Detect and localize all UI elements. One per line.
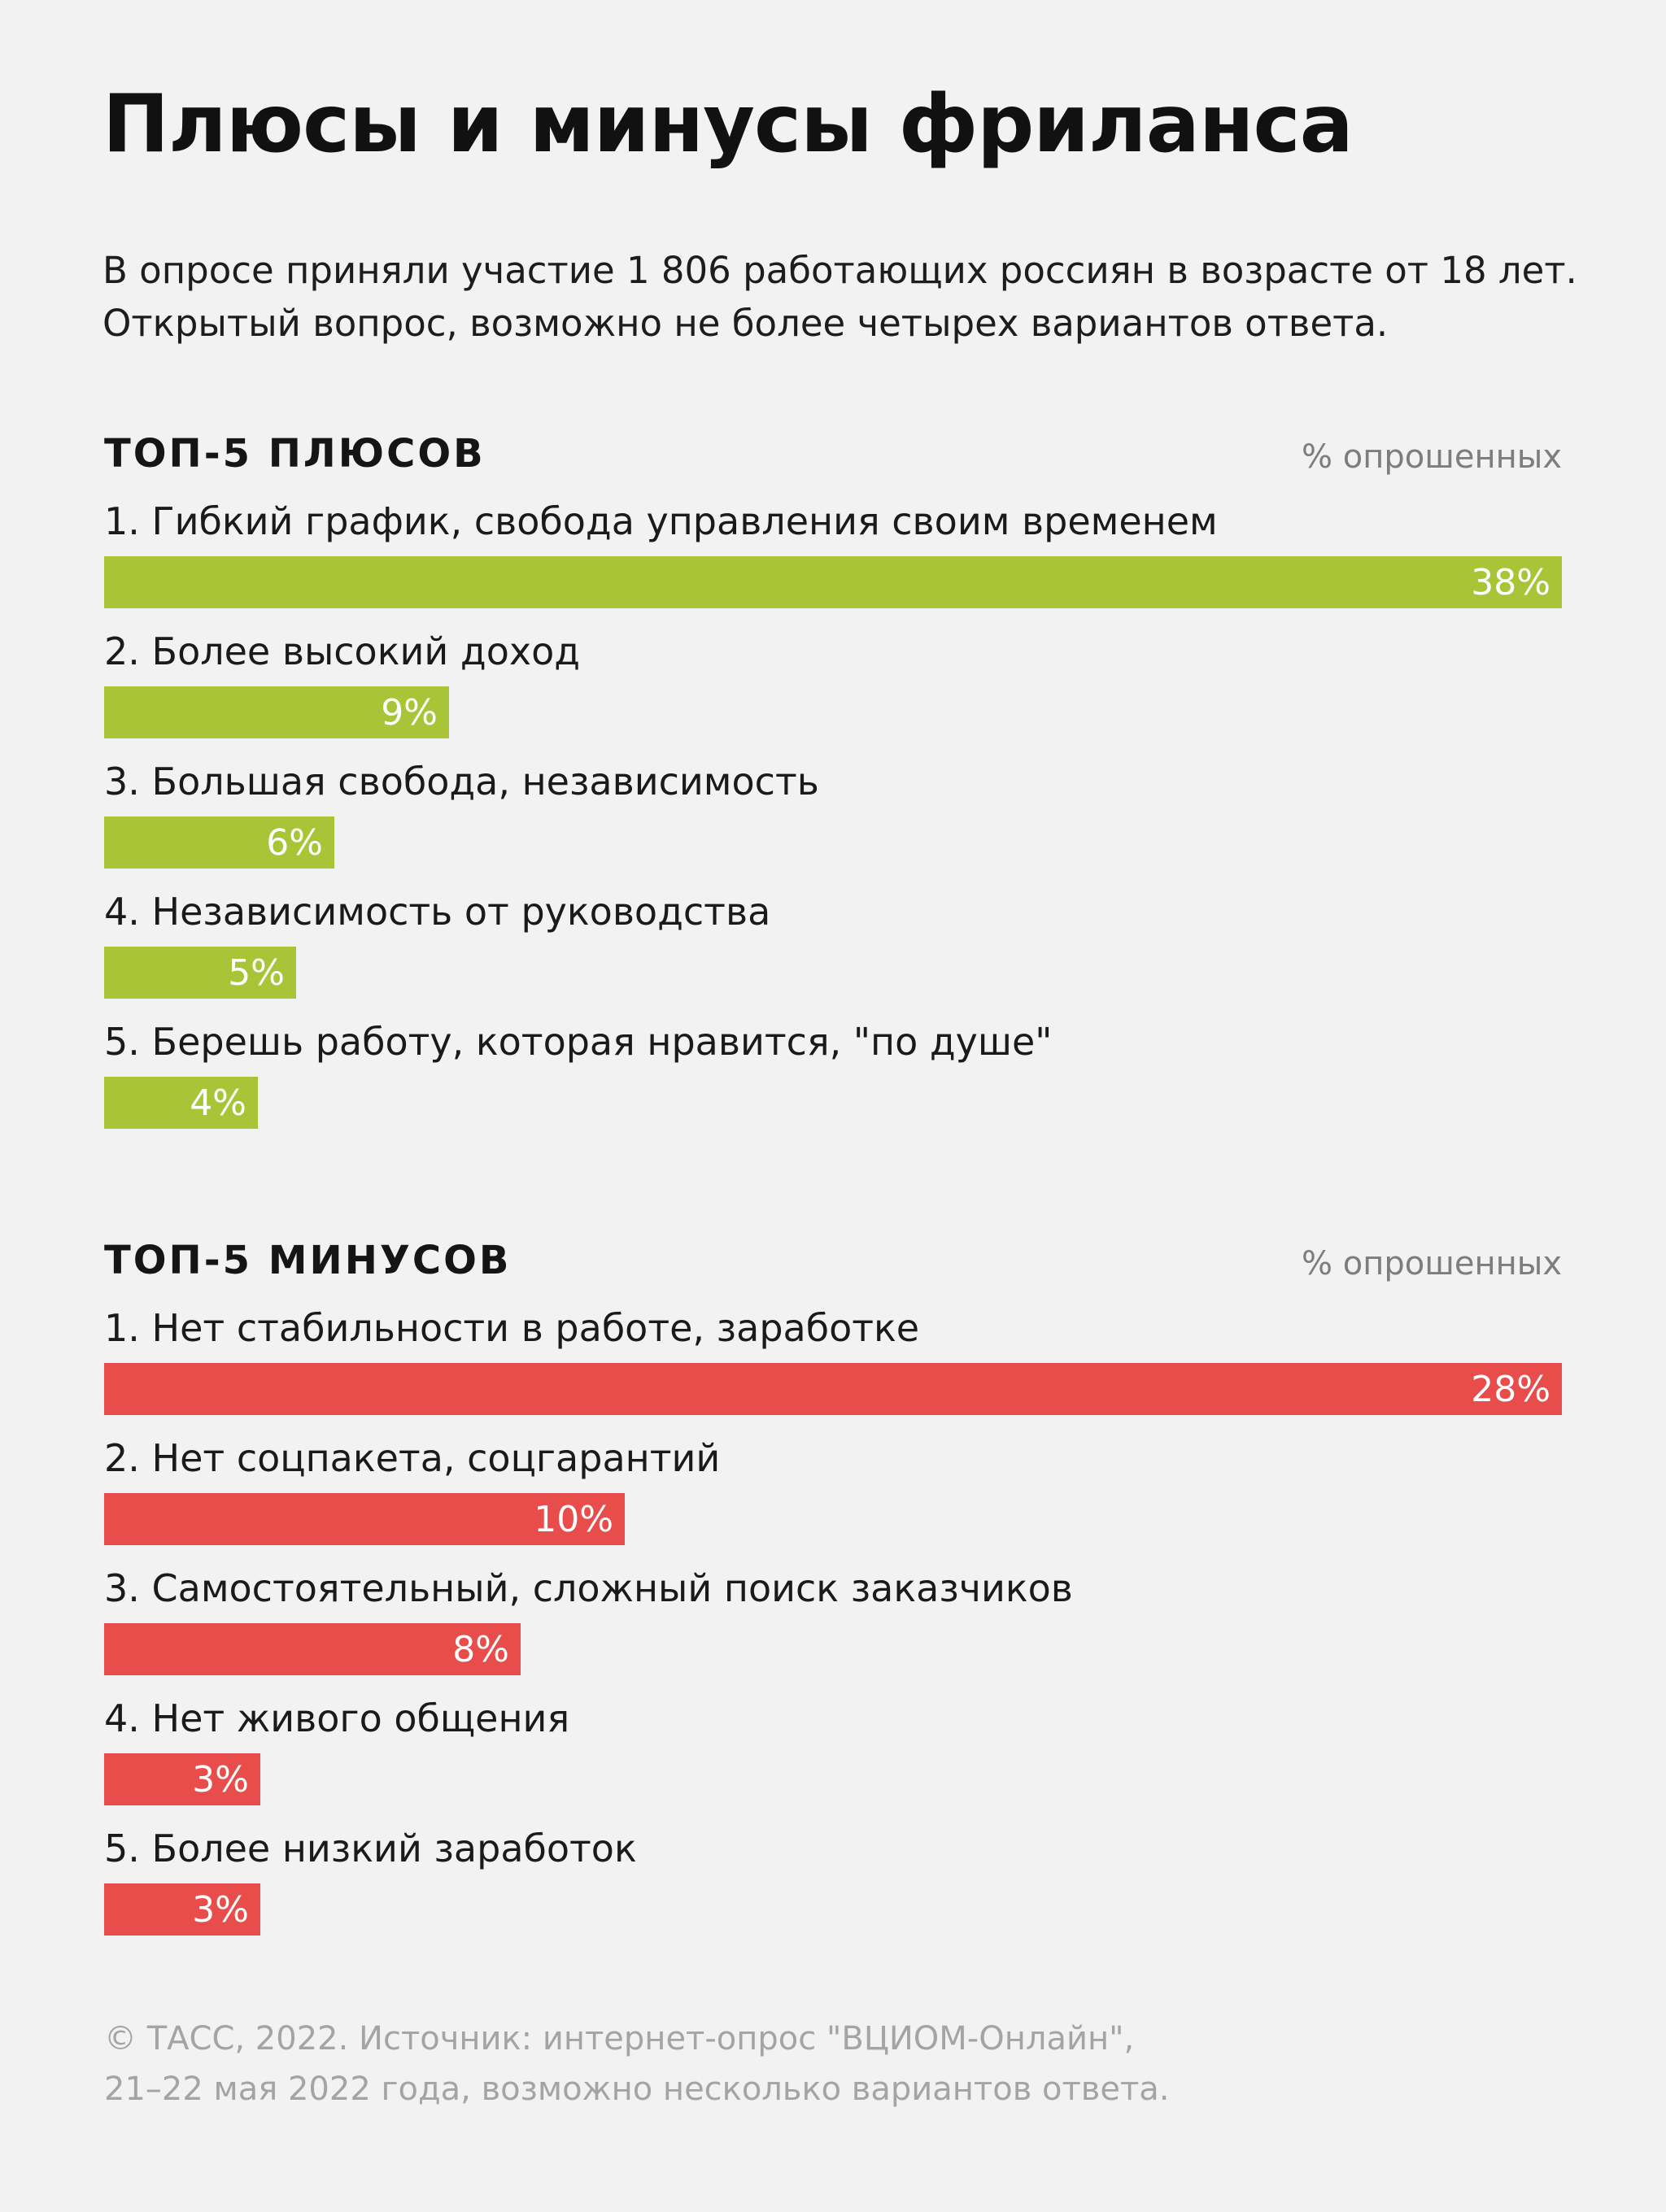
subtitle xyxy=(102,244,1591,350)
pros-header xyxy=(104,421,1562,486)
bar xyxy=(104,556,1562,608)
bar-value-label: 5% xyxy=(228,952,285,994)
bar xyxy=(104,1493,625,1545)
cons-title: ТОП-5 МИНУСОВ xyxy=(104,1238,512,1283)
pros-bar-chart xyxy=(104,486,1562,1137)
bar-label: 3. Большая свобода, независимость xyxy=(104,760,819,803)
bar-label: 4. Независимость от руководства xyxy=(104,890,771,934)
bar-value-label: 9% xyxy=(381,692,438,734)
bar-value-label: 3% xyxy=(192,1759,249,1801)
bar xyxy=(104,947,296,999)
footer-line-2: 21–22 мая 2022 года, возможно несколько вариантов ответа. xyxy=(104,2070,1170,2108)
bar xyxy=(104,1363,1562,1415)
bar-value-label: 3% xyxy=(192,1889,249,1931)
bar xyxy=(104,816,334,869)
bar-label: 1. Нет стабильности в работе, заработке xyxy=(104,1306,920,1350)
pros-unit-label: % опрошенных xyxy=(1302,438,1562,476)
cons-section xyxy=(104,1228,1562,1944)
pros-title: ТОП-5 ПЛЮСОВ xyxy=(104,431,486,477)
subtitle-line-1: В опросе приняли участие 1 806 работающих россиян в возрасте от 18 лет. xyxy=(102,249,1577,292)
bar-label: 5. Более низкий заработок xyxy=(104,1827,637,1870)
source-footer xyxy=(104,2014,1568,2114)
cons-header xyxy=(104,1228,1562,1293)
cons-unit-label: % опрошенных xyxy=(1302,1245,1562,1282)
bar-value-label: 4% xyxy=(190,1082,246,1124)
bar-label: 3. Самостоятельный, сложный поиск заказчиков xyxy=(104,1566,1073,1610)
bar xyxy=(104,1077,258,1129)
bar xyxy=(104,686,449,738)
bar-value-label: 38% xyxy=(1471,562,1550,603)
bar xyxy=(104,1623,521,1675)
bar-value-label: 6% xyxy=(266,822,323,864)
bar-label: 5. Берешь работу, которая нравится, "по душе" xyxy=(104,1020,1053,1064)
bar-label: 1. Гибкий график, свобода управления своим временем xyxy=(104,499,1218,543)
bar-label: 4. Нет живого общения xyxy=(104,1696,570,1740)
bar-value-label: 28% xyxy=(1471,1369,1550,1410)
bar xyxy=(104,1883,260,1936)
page-title: Плюсы и минусы фриланса xyxy=(102,78,1353,171)
bar-value-label: 10% xyxy=(534,1499,613,1540)
bar xyxy=(104,1753,260,1805)
bar-value-label: 8% xyxy=(452,1629,509,1670)
bar-label: 2. Более высокий доход xyxy=(104,629,581,673)
cons-bar-chart xyxy=(104,1293,1562,1944)
pros-section xyxy=(104,421,1562,1137)
bar-label: 2. Нет соцпакета, соцгарантий xyxy=(104,1436,721,1480)
subtitle-line-2: Открытый вопрос, возможно не более четырех вариантов ответа. xyxy=(102,302,1389,345)
footer-line-1: © ТАСС, 2022. Источник: интернет-опрос "ВЦИОМ-Онлайн", xyxy=(104,2020,1135,2057)
